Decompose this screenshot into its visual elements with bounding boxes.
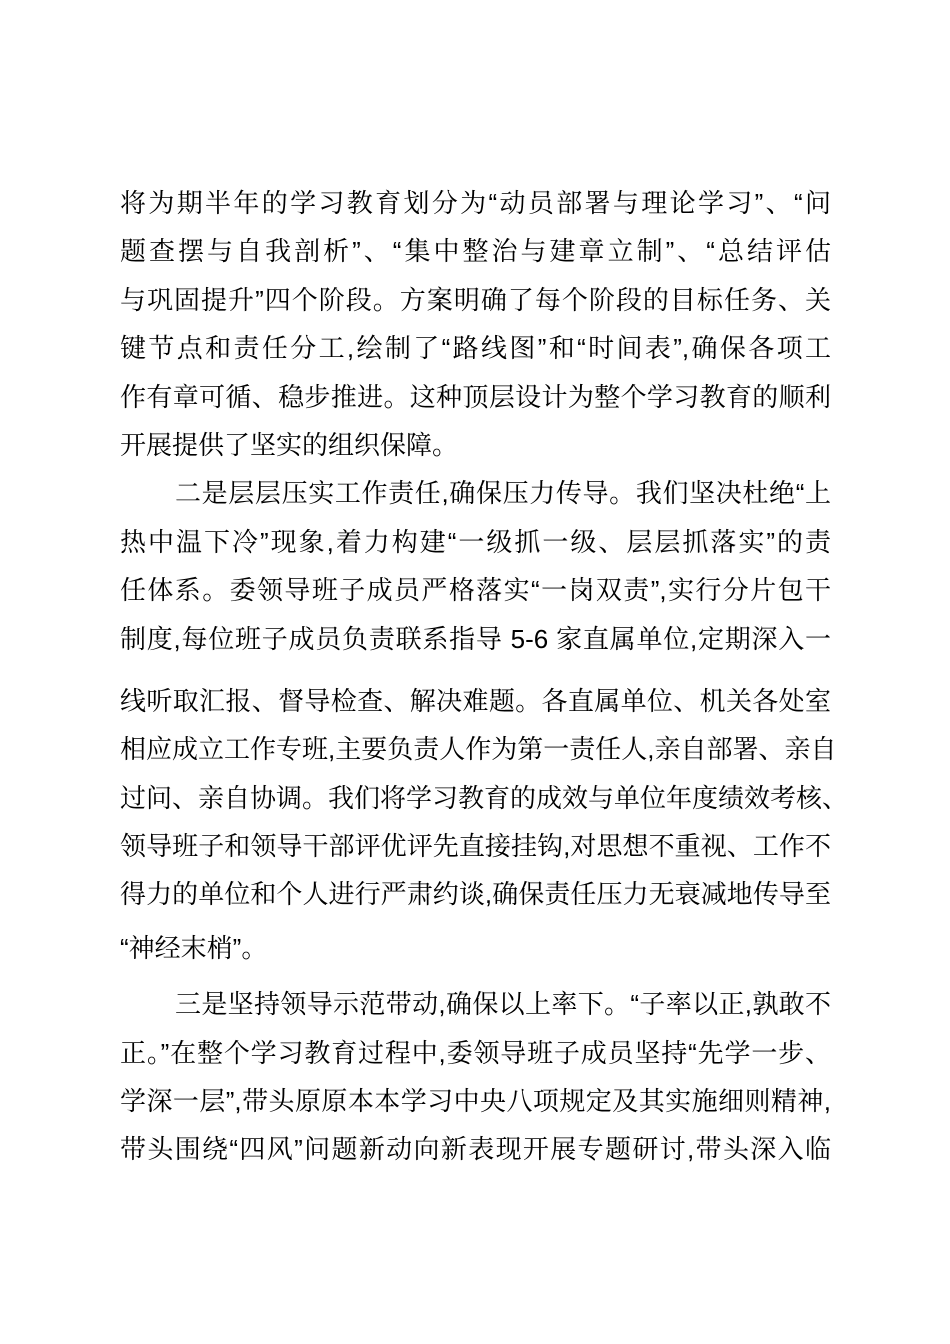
text-line: 二是层层压实工作责任,确保压力传导。我们坚决杜绝“上 xyxy=(175,478,831,509)
text-line: 热中温下冷”现象,着力构建“一级抓一级、层层抓落实”的责 xyxy=(120,526,831,557)
text-line: 作有章可循、稳步推进。这种顶层设计为整个学习教育的顺利 xyxy=(120,381,831,412)
text-line: 三是坚持领导示范带动,确保以上率下。“子率以正,孰敢不 xyxy=(175,989,831,1020)
text-line: 学深一层”,带头原原本本学习中央八项规定及其实施细则精神, xyxy=(120,1086,831,1117)
text-line: 制度,每位班子成员负责联系指导 5-6 家直属单位,定期深入一 xyxy=(120,623,831,654)
text-line: 相应成立工作专班,主要负责人作为第一责任人,亲自部署、亲自 xyxy=(120,734,837,765)
text-line: 键节点和责任分工,绘制了“路线图”和“时间表”,确保各项工 xyxy=(120,333,831,364)
text-line: 开展提供了坚实的组织保障。 xyxy=(120,429,459,460)
text-line: 正。”在整个学习教育过程中,委领导班子成员坚持“先学一步、 xyxy=(120,1037,831,1068)
text-line: 将为期半年的学习教育划分为“动员部署与理论学习”、“问 xyxy=(120,188,831,218)
text-line: “神经末梢”。 xyxy=(120,932,268,963)
text-line: 与巩固提升”四个阶段。方案明确了每个阶段的目标任务、关 xyxy=(120,284,831,315)
text-line: 过问、亲自协调。我们将学习教育的成效与单位年度绩效考核、 xyxy=(120,782,849,813)
text-block xyxy=(120,179,849,1174)
text-line: 任体系。委领导班子成员严格落实“一岗双责”,实行分片包干 xyxy=(120,575,831,606)
text-line: 带头围绕“四风”问题新动向新表现开展专题研讨,带头深入临 xyxy=(120,1134,831,1165)
text-line: 得力的单位和个人进行严肃约谈,确保责任压力无衰减地传导至 xyxy=(120,879,831,910)
text-line: 线听取汇报、督导检查、解决难题。各直属单位、机关各处室 xyxy=(120,685,831,716)
text-line: 题查摆与自我剖析”、“集中整治与建章立制”、“总结评估 xyxy=(120,236,831,267)
text-line: 领导班子和领导干部评优评先直接挂钩,对思想不重视、工作不 xyxy=(120,831,831,862)
